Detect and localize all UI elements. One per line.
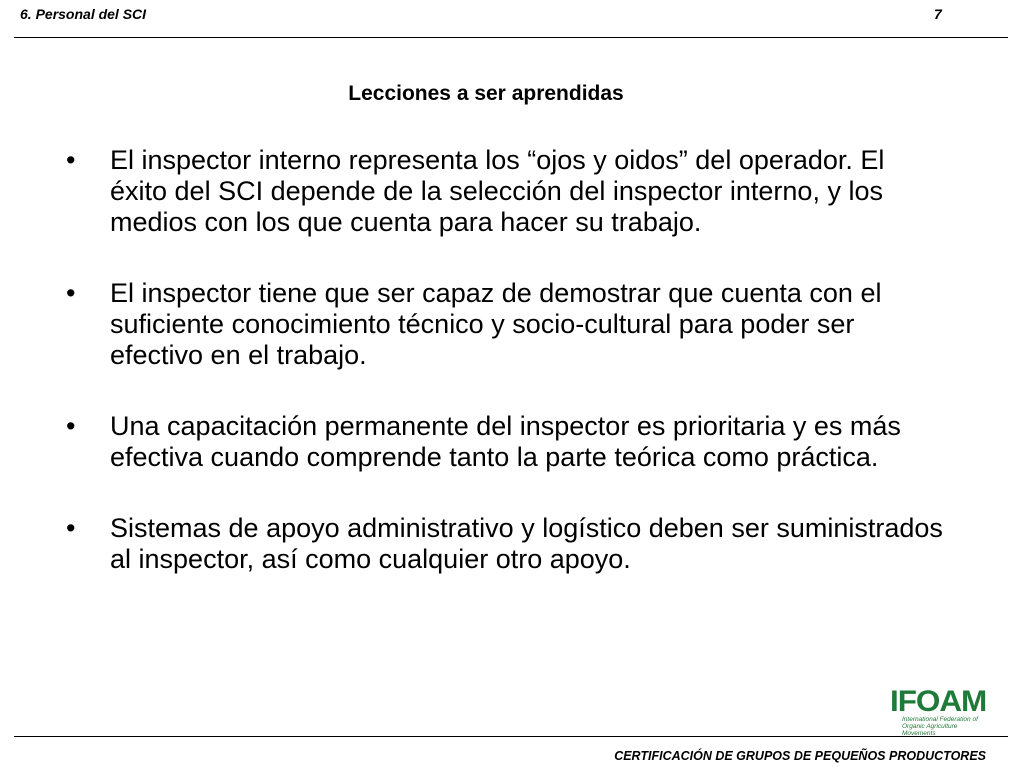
bullet-text: Sistemas de apoyo administrativo y logístico deben ser suministrados al inspector, así como cualquier otro apoyo. bbox=[110, 513, 943, 574]
bullet-list bbox=[66, 145, 946, 615]
header-section-title: 6. Personal del SCI bbox=[20, 6, 147, 22]
logo-subtitle-line1: International Federation of bbox=[902, 716, 978, 723]
bullet-text: El inspector tiene que ser capaz de demostrar que cuenta con el suficiente conocimiento técnico y socio-cultural para poder ser efectivo en el trabajo. bbox=[110, 278, 882, 370]
bullet-marker: • bbox=[66, 513, 76, 543]
bullet-marker: • bbox=[66, 411, 76, 441]
ifoam-logo bbox=[890, 685, 990, 737]
logo-subtitle-line2: Organic Agriculture Movements bbox=[902, 723, 958, 737]
bullet-marker: • bbox=[66, 278, 76, 308]
slide-title: Lecciones a ser aprendidas bbox=[348, 82, 624, 105]
bullet-item bbox=[66, 145, 946, 238]
bullet-item bbox=[66, 513, 946, 575]
bullet-item bbox=[66, 411, 946, 473]
bullet-text: Una capacitación permanente del inspector es prioritaria y es más efectiva cuando comprende tanto la parte teórica como práctica. bbox=[110, 411, 901, 472]
footer-text: CERTIFICACIÓN DE GRUPOS DE PEQUEÑOS PRODUCTORES bbox=[614, 749, 986, 763]
header-divider bbox=[14, 37, 1008, 38]
logo-mark: IFOAM bbox=[890, 685, 987, 718]
page-number: 7 bbox=[934, 6, 942, 22]
bullet-text: El inspector interno representa los “ojos y oidos” del operador. El éxito del SCI depende de la selección del inspector interno, y los medios con los que cuenta para hacer su trabajo. bbox=[110, 145, 885, 237]
bullet-item bbox=[66, 278, 946, 371]
footer-divider bbox=[14, 736, 1008, 737]
bullet-marker: • bbox=[66, 145, 76, 175]
